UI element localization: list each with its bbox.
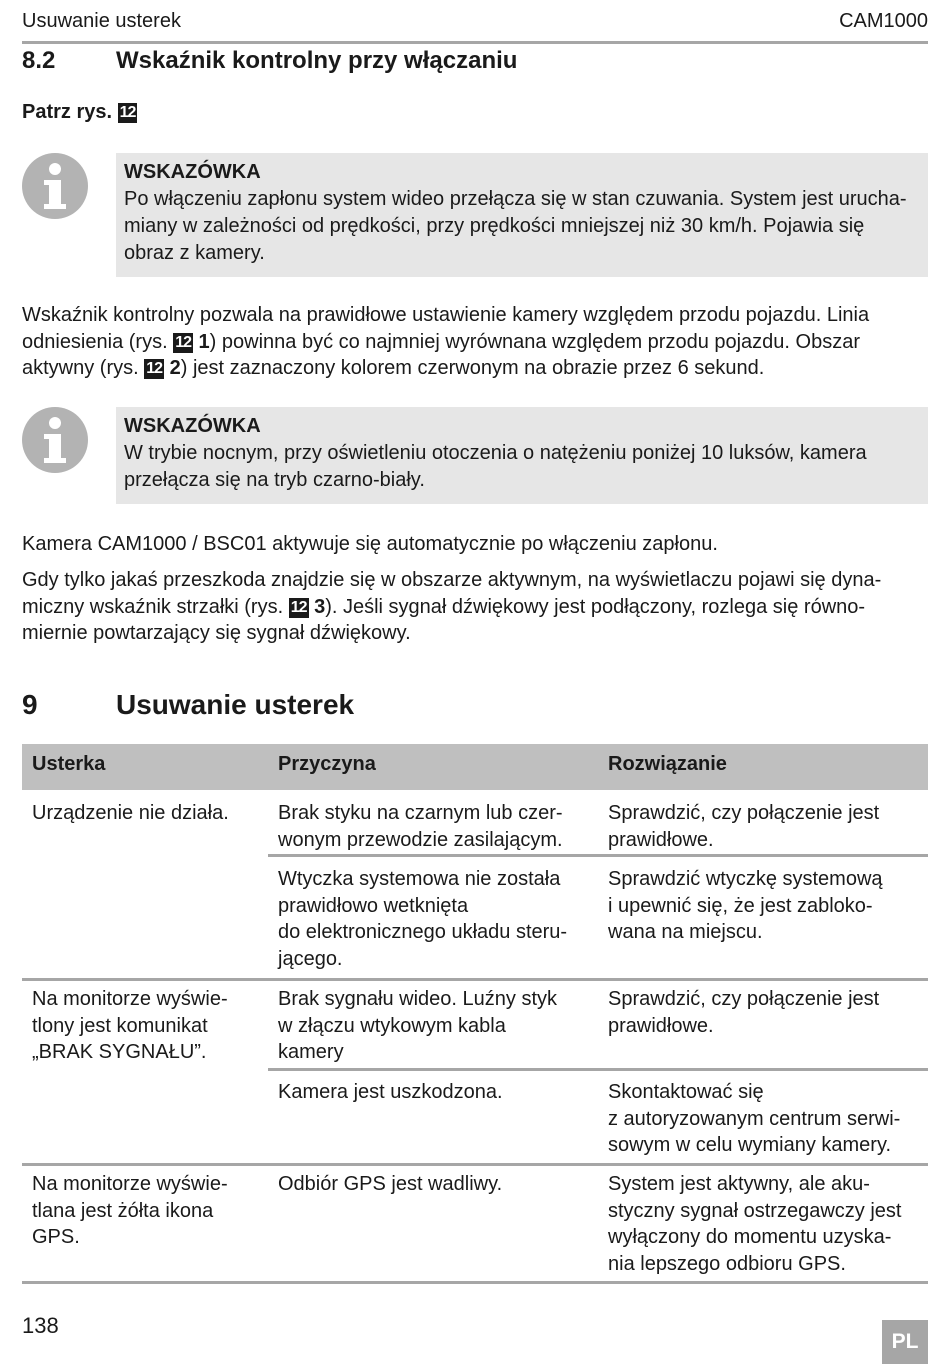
column-header-solution: Rozwiązanie [608,753,727,775]
note-text-line: miany w zależności od prędkości, przy prędkości mniejszej niż 30 km/h. Pojawia się [124,215,865,237]
figure-number-badge: 12 [119,104,136,121]
solution-cell: Skontaktować się z autoryzowanym centrum serwi- sowym w celu wymiany kamery. [608,1081,901,1156]
fault-cell: Na monitorze wyświe- tlony jest komunikat „BRAK SYGNAŁU”. [32,988,228,1063]
column-header-fault: Usterka [32,753,106,775]
solution-cell: Sprawdzić, czy połączenie jest prawidłowe. [608,988,880,1037]
cause-cell: Brak styku na czarnym lub czer- wonym przewodzie zasilającym. [278,802,563,851]
info-icon [22,153,88,219]
note-text-line: obraz z kamery. [124,242,265,264]
figure-reference [22,101,137,124]
section-number: 9 [22,689,38,720]
section-title: Wskaźnik kontrolny przy włączaniu [116,47,518,74]
troubleshooting-table [22,744,928,1278]
solution-cell: System jest aktywny, ale aku- styczny sygnał ostrzegawczy jest wyłączony do momentu uzyska- nia lepszego odbioru GPS. [608,1173,902,1275]
note-title: WSKAZÓWKA [124,415,261,437]
figure-number-badge: 12 [290,598,307,616]
cause-cell: Brak sygnału wideo. Luźny styk w złączu wtykowym kabla kamery [278,988,558,1063]
running-header [22,10,928,44]
row-divider [268,1068,928,1071]
page-number: 138 [22,1313,59,1338]
figure-number-badge: 12 [146,360,163,377]
solution-cell: Sprawdzić wtyczkę systemową i upewnić się, że jest zabloko- wana na miejscu. [608,868,883,943]
header-section-title: Usuwanie usterek [22,10,181,32]
figure-number-badge: 12 [175,333,191,351]
column-header-cause: Przyczyna [278,753,376,775]
paragraph-line: miernie powtarzający się sygnał dźwiękowy. [22,622,411,644]
paragraph-line: Gdy tylko jakaś przeszkoda znajdzie się w obszarze aktywnym, na wyświetlaczu pojawi się dyna- [22,569,882,591]
table-row [22,790,928,978]
table-row [22,1163,928,1278]
body-paragraph [22,567,928,647]
body-paragraph [22,302,928,382]
fault-cell: Urządzenie nie działa. [32,802,229,824]
table-row [22,978,928,1163]
body-paragraph: Kamera CAM1000 / BSC01 aktywuje się automatycznie po włączeniu zapłonu. [22,533,718,555]
row-divider [268,854,928,857]
note-text-line: Po włączeniu zapłonu system wideo przełącza się w stan czuwania. System jest urucha- [124,188,907,210]
paragraph-line: Wskaźnik kontrolny pozwala na prawidłowe ustawienie kamery względem przodu pojazdu. Linia [22,304,870,326]
section-number: 8.2 [22,47,56,74]
fault-cell: Na monitorze wyświe- tlana jest żółta ikona GPS. [32,1173,228,1248]
section-title: Usuwanie usterek [116,689,355,720]
note-box [116,153,928,277]
cause-cell: Odbiór GPS jest wadliwy. [278,1173,503,1195]
header-product-name: CAM1000 [839,10,928,32]
paragraph-line: aktywny (rys. 12 2) jest zaznaczony kolorem czerwonym na obrazie przez 6 sekund. [22,357,765,379]
solution-cell: Sprawdzić, czy połączenie jest prawidłowe. [608,802,880,851]
table-bottom-rule [22,1281,928,1284]
language-tab: PL [882,1320,928,1364]
cause-cell: Wtyczka systemowa nie została prawidłowo wetknięta do elektronicznego układu steru- jącego. [278,868,568,970]
figure-reference-label: Patrz rys. [22,101,113,123]
note-text-line: W trybie nocnym, przy oświetleniu otoczenia o natężeniu poniżej 10 luksów, kamera [124,442,867,464]
section-heading-9 [22,689,354,721]
table-header [22,744,928,790]
cause-cell: Kamera jest uszkodzona. [278,1081,503,1103]
note-text-line: przełącza się na tryb czarno-biały. [124,469,425,491]
section-heading-8-2 [22,47,517,75]
note-box [116,407,928,504]
paragraph-line: miczny wskaźnik strzałki (rys. 12 3). Jeśli sygnał dźwiękowy jest podłączony, rozlega się równo- [22,595,866,618]
info-icon [22,407,88,473]
note-title: WSKAZÓWKA [124,161,261,183]
paragraph-line: odniesienia (rys. 12 1) powinna być co najmniej wyrównana względem przodu pojazdu. Obszar [22,330,861,353]
